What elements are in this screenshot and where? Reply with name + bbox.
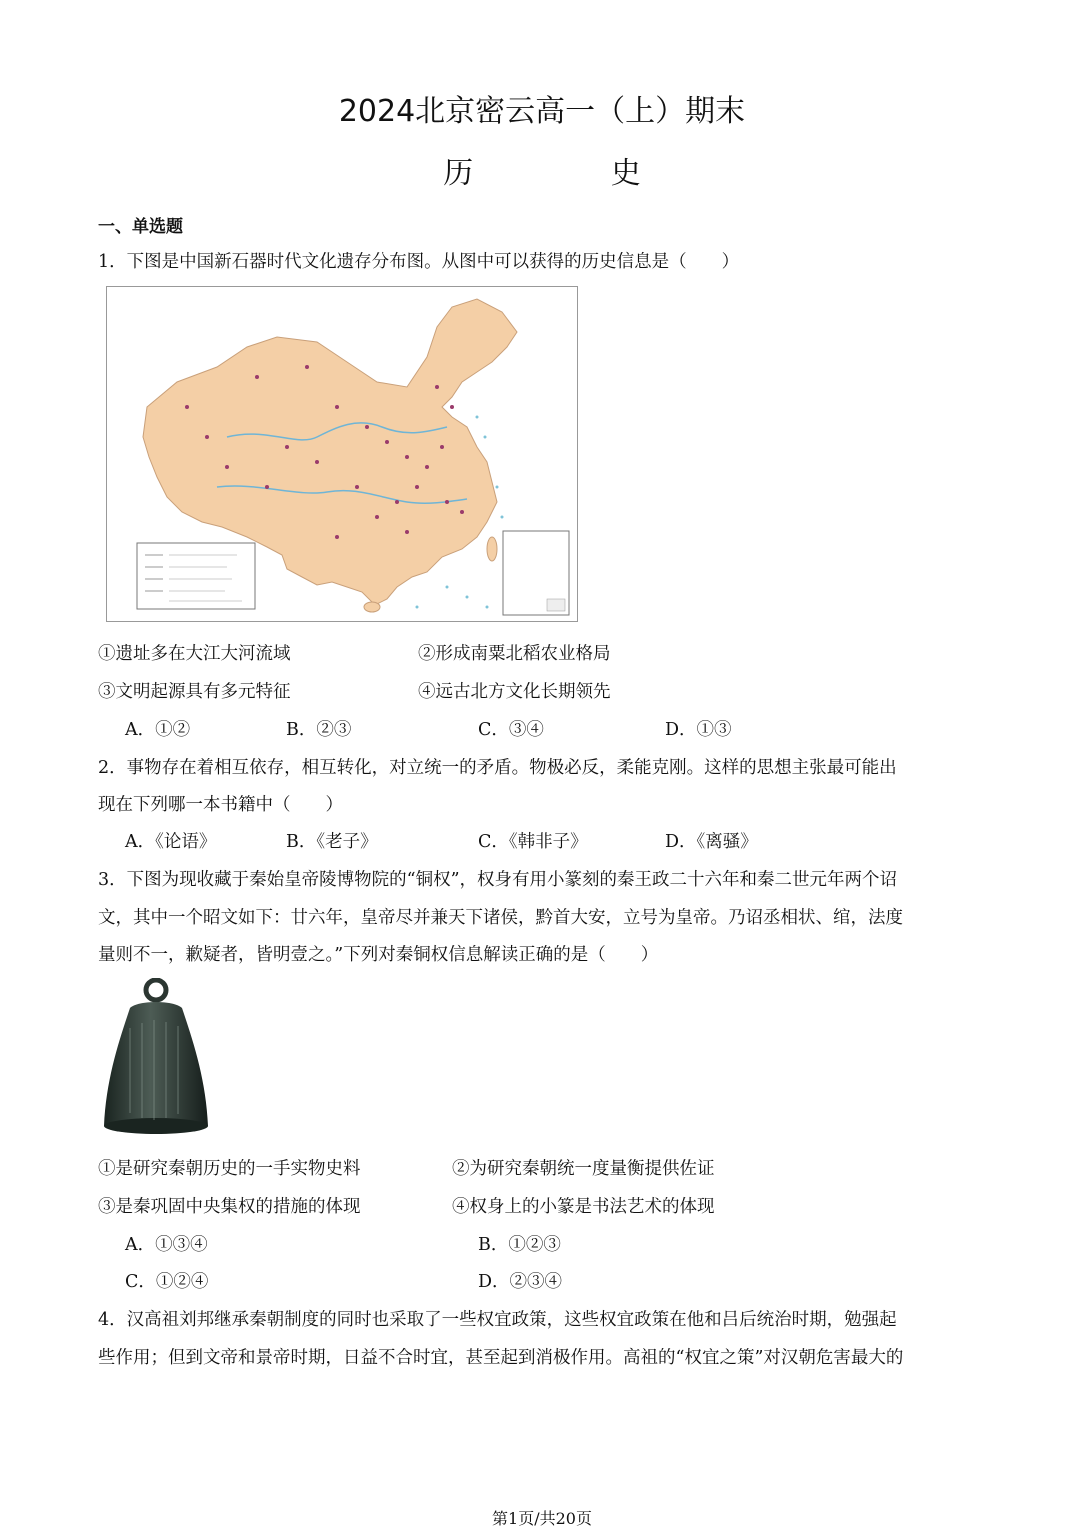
q2-option-c[interactable]: C．《韩非子》 [478, 832, 588, 852]
page-footer: 第1页/共20页 [492, 1509, 592, 1528]
q1-option-d[interactable]: D．①③ [665, 720, 732, 740]
bronze-weight-graphic [100, 978, 212, 1138]
q3-statement-2: ②为研究秦朝统一度量衡提供佐证 [452, 1159, 715, 1179]
q1-statement-1: ①遗址多在大江大河流域 [98, 644, 291, 664]
q1-statement-2: ②形成南粟北稻农业格局 [418, 644, 611, 664]
q3-statement-4: ④权身上的小篆是书法艺术的体现 [452, 1197, 715, 1217]
bronze-weight-image [100, 978, 212, 1138]
q2-stem-line-2: 现在下列哪一本书籍中（ ） [98, 795, 343, 815]
hainan-island [364, 602, 380, 612]
taiwan-island [487, 537, 497, 561]
q3-statement-3: ③是秦巩固中央集权的措施的体现 [98, 1197, 361, 1217]
q2-option-b[interactable]: B．《老子》 [286, 832, 378, 852]
q2-stem-line-1: 2．事物存在着相互依存，相互转化，对立统一的矛盾。物极必反，柔能克刚。这样的思想主张最可能出 [98, 758, 897, 778]
q3-stem-line-2: 文，其中一个昭文如下：廿六年，皇帝尽并兼天下诸侯，黔首大安，立号为皇帝。乃诏丞相状、绾，法度 [98, 908, 903, 928]
map-graphic [107, 287, 577, 621]
q4-stem-line-1: 4．汉高祖刘邦继承秦朝制度的同时也采取了一些权宜政策，这些权宜政策在他和吕后统治时期，勉强起 [98, 1310, 897, 1330]
q1-statement-3: ③文明起源具有多元特征 [98, 682, 291, 702]
q3-stem-line-3: 量则不一，歉疑者，皆明壹之。”下列对秦铜权信息解读正确的是（ ） [98, 945, 659, 965]
subject-title: 历 史 [443, 156, 705, 191]
q1-option-a[interactable]: A．①② [125, 720, 191, 740]
q3-option-c[interactable]: C．①②④ [125, 1272, 209, 1292]
q2-option-a[interactable]: A．《论语》 [125, 832, 217, 852]
q1-option-c[interactable]: C．③④ [478, 720, 544, 740]
document-title: 2024北京密云高一（上）期末 [338, 94, 746, 129]
q2-option-d[interactable]: D．《离骚》 [665, 832, 758, 852]
q3-option-a[interactable]: A．①③④ [125, 1235, 208, 1255]
map-legend [137, 543, 255, 609]
q3-option-b[interactable]: B．①②③ [478, 1235, 561, 1255]
q1-option-b[interactable]: B．②③ [286, 720, 352, 740]
q3-option-d[interactable]: D．②③④ [478, 1272, 563, 1292]
q3-stem-line-1: 3．下图为现收藏于秦始皇帝陵博物院的“铜权”，权身有用小篆刻的秦王政二十六年和秦二世元年两个诏 [98, 870, 898, 890]
q3-statement-1: ①是研究秦朝历史的一手实物史料 [98, 1159, 361, 1179]
q1-stem: 1．下图是中国新石器时代文化遗存分布图。从图中可以获得的历史信息是（ ） [98, 252, 740, 272]
china-neolithic-map [106, 286, 578, 622]
q4-stem-line-2: 些作用；但到文帝和景帝时期，日益不合时宜，甚至起到消极作用。高祖的“权宜之策”对汉朝危害最大的 [98, 1348, 904, 1368]
q1-statement-4: ④远古北方文化长期领先 [418, 682, 611, 702]
section-heading: 一、单选题 [98, 217, 183, 237]
